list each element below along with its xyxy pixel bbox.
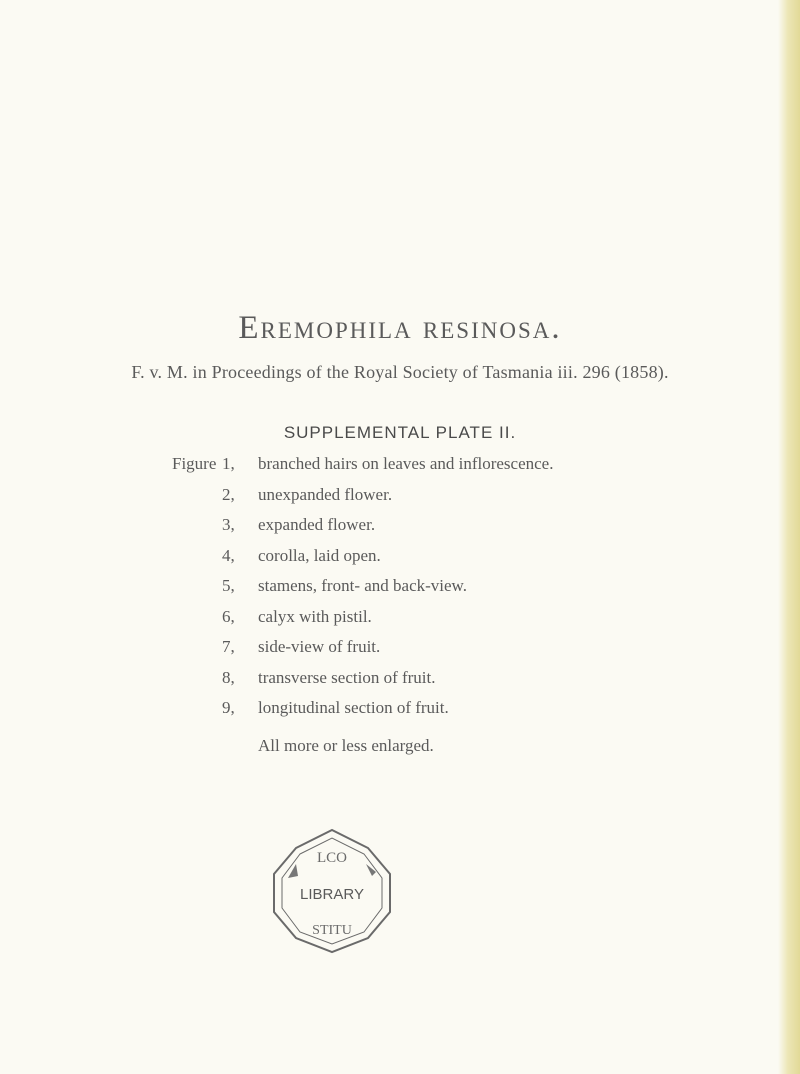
figure-description: branched hairs on leaves and inflorescence. bbox=[258, 454, 554, 474]
figure-number: 2, bbox=[222, 484, 235, 504]
closing-note: All more or less enlarged. bbox=[258, 736, 434, 755]
figure-description: stamens, front- and back-view. bbox=[258, 576, 467, 596]
figure-item bbox=[172, 449, 732, 480]
stamp-top-text: LCO bbox=[317, 850, 347, 866]
figure-description: side-view of fruit. bbox=[258, 637, 381, 657]
stamp-center-text: LIBRARY bbox=[300, 886, 364, 903]
figure-number: 7, bbox=[222, 637, 235, 657]
figure-item bbox=[172, 663, 732, 694]
figure-list bbox=[172, 449, 732, 724]
stamp-bottom-text: STITU bbox=[312, 923, 352, 938]
figure-number: 6, bbox=[222, 606, 235, 626]
figure-description: longitudinal section of fruit. bbox=[258, 698, 449, 718]
figure-item bbox=[172, 693, 732, 724]
figure-number: 3, bbox=[222, 515, 235, 535]
library-stamp bbox=[268, 826, 396, 956]
figure-item bbox=[172, 571, 732, 602]
figure-item bbox=[172, 541, 732, 572]
figure-item bbox=[172, 602, 732, 633]
figure-number: 1, bbox=[222, 454, 235, 474]
figure-description: corolla, laid open. bbox=[258, 545, 381, 565]
figure-item bbox=[172, 480, 732, 511]
figure-prefix: Figure bbox=[172, 454, 217, 474]
plate-heading: SUPPLEMENTAL PLATE II. bbox=[283, 423, 517, 442]
figure-number: 9, bbox=[222, 698, 235, 718]
figure-item bbox=[172, 632, 732, 663]
plate-title: Eremophila resinosa. bbox=[238, 310, 562, 346]
stamp-leaf-mark bbox=[288, 864, 298, 878]
citation: F. v. M. in Proceedings of the Royal Society of Tasmania iii. 296 (1858). bbox=[131, 362, 669, 382]
page-edge-stain bbox=[778, 0, 800, 1074]
figure-description: transverse section of fruit. bbox=[258, 667, 436, 687]
figure-description: unexpanded flower. bbox=[258, 484, 393, 504]
stamp-leaf-mark bbox=[366, 864, 376, 876]
figure-description: expanded flower. bbox=[258, 515, 376, 535]
figure-number: 4, bbox=[222, 545, 235, 565]
figure-number: 5, bbox=[222, 576, 235, 596]
figure-item bbox=[172, 510, 732, 541]
figure-number: 8, bbox=[222, 667, 235, 687]
figure-description: calyx with pistil. bbox=[258, 606, 372, 626]
